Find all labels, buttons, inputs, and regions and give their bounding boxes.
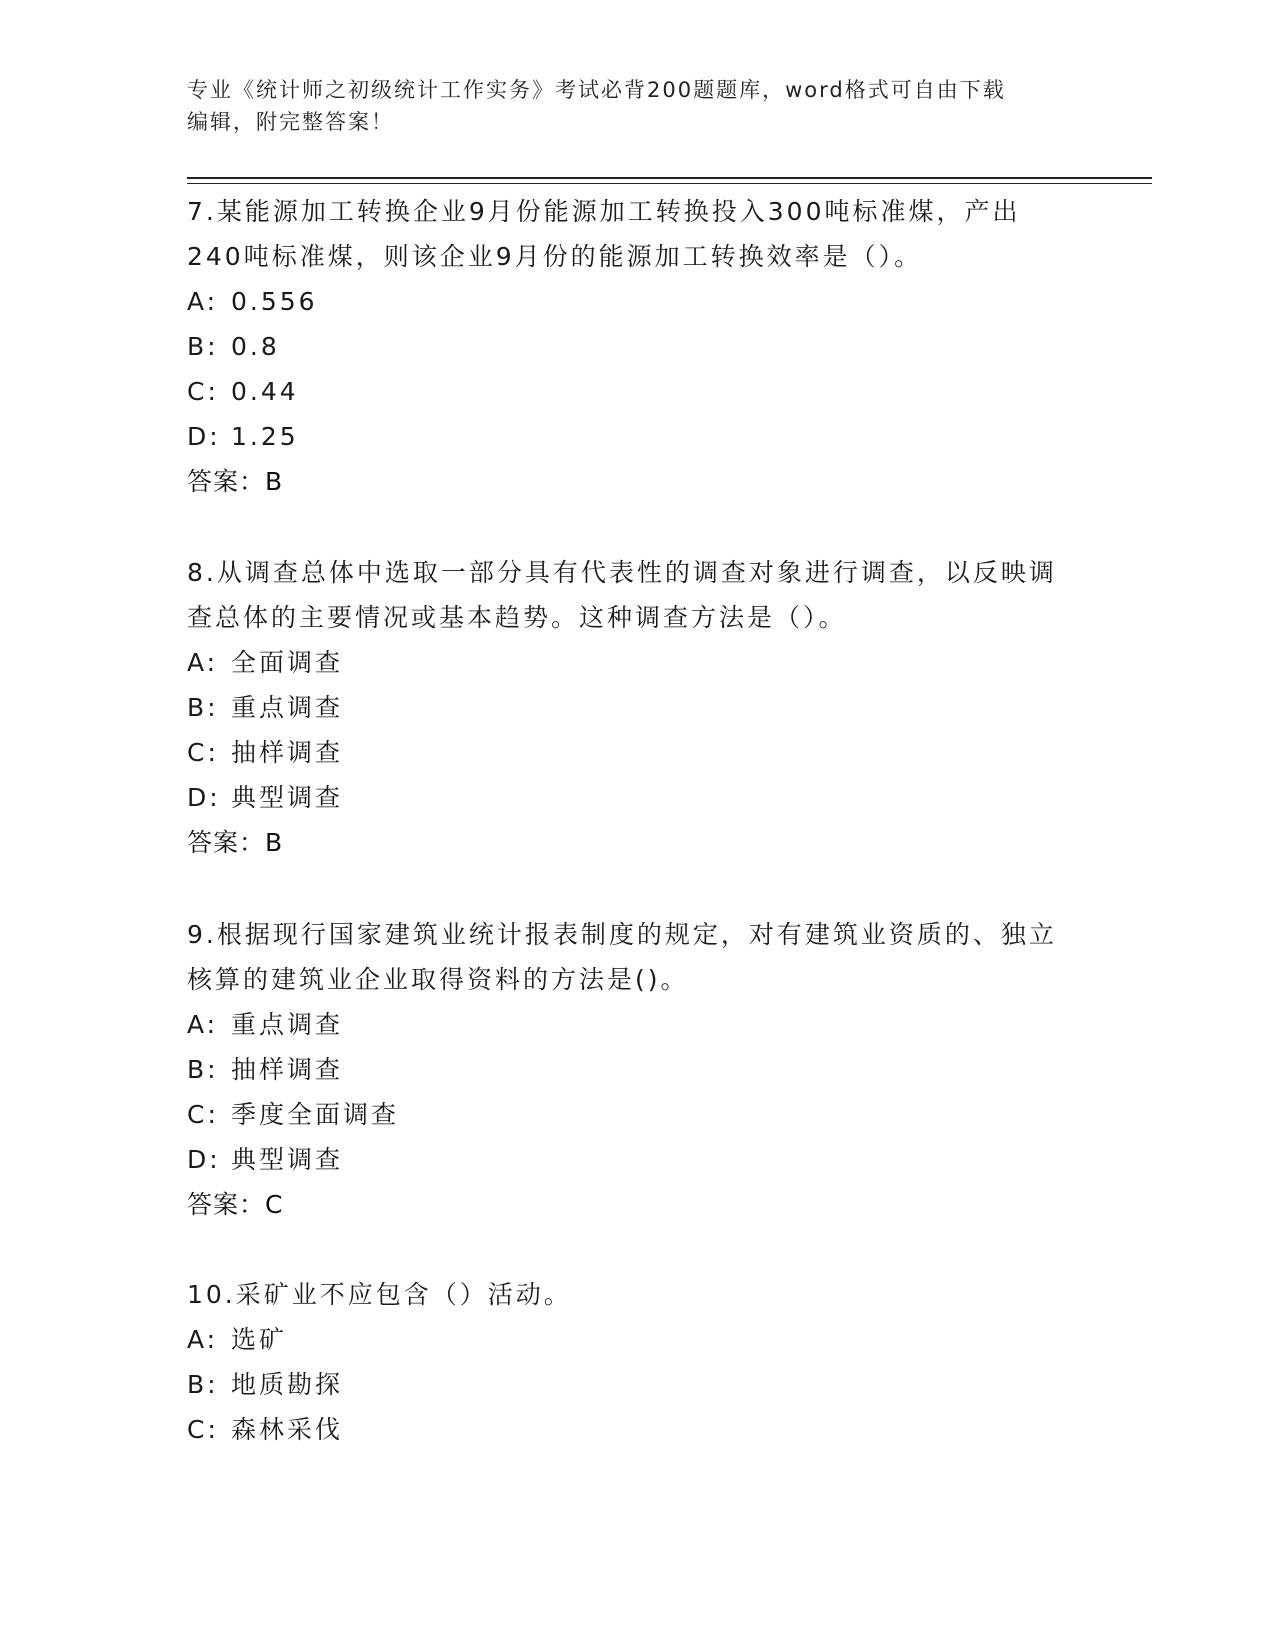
option-b [187, 324, 1067, 369]
document-header [187, 74, 1087, 138]
option-letter: C: [187, 738, 219, 767]
option-letter: C: [187, 377, 219, 406]
option-text: 森林采伐 [231, 1415, 344, 1444]
option-text: 重点调查 [231, 693, 344, 722]
option-text: 重点调查 [231, 1010, 344, 1039]
answer: 答案：C [187, 1190, 284, 1219]
option-letter: C: [187, 1415, 219, 1444]
question-text: 9.根据现行国家建筑业统计报表制度的规定，对有建筑业资质的、独立核算的建筑业企业取得资料的方法是()。 [187, 920, 1057, 994]
option-letter: B: [187, 332, 219, 361]
option-letter: A: [187, 287, 219, 316]
option-text: 全面调查 [231, 648, 344, 677]
option-letter: B: [187, 1055, 219, 1084]
answer: 答案：B [187, 467, 284, 496]
option-d [187, 1137, 1067, 1182]
option-c [187, 730, 1067, 775]
question-text: 10.采矿业不应包含（）活动。 [187, 1280, 572, 1309]
option-b [187, 685, 1067, 730]
option-letter: A: [187, 1325, 219, 1354]
option-a [187, 640, 1067, 685]
question-8 [187, 550, 1067, 865]
option-a [187, 279, 1067, 324]
option-text: 1.25 [231, 422, 299, 451]
option-text: 0.8 [231, 332, 280, 361]
option-text: 地质勘探 [231, 1370, 344, 1399]
option-text: 0.556 [231, 287, 318, 316]
option-c [187, 1407, 1067, 1452]
question-7 [187, 189, 1067, 504]
option-letter: D: [187, 783, 221, 812]
option-letter: C: [187, 1100, 219, 1129]
option-letter: B: [187, 1370, 219, 1399]
option-text: 选矿 [231, 1325, 288, 1354]
option-a [187, 1002, 1067, 1047]
question-text: 7.某能源加工转换企业9月份能源加工转换投入300吨标准煤，产出240吨标准煤，则该企业9月份的能源加工转换效率是（）。 [187, 197, 1021, 271]
option-letter: A: [187, 1010, 219, 1039]
option-text: 典型调查 [231, 1145, 344, 1174]
header-divider-thin [187, 183, 1152, 184]
option-d [187, 414, 1067, 459]
question-10 [187, 1272, 1067, 1452]
option-text: 抽样调查 [231, 738, 344, 767]
option-b [187, 1362, 1067, 1407]
option-letter: D: [187, 422, 221, 451]
option-letter: D: [187, 1145, 221, 1174]
option-letter: B: [187, 693, 219, 722]
option-d [187, 775, 1067, 820]
question-text: 8.从调查总体中选取一部分具有代表性的调查对象进行调查，以反映调查总体的主要情况或基本趋势。这种调查方法是（）。 [187, 558, 1057, 632]
option-text: 抽样调查 [231, 1055, 344, 1084]
header-line-2: 编辑，附完整答案！ [187, 110, 394, 134]
header-divider-thick [187, 177, 1152, 179]
option-text: 0.44 [231, 377, 299, 406]
option-letter: A: [187, 648, 219, 677]
option-text: 典型调查 [231, 783, 344, 812]
option-a [187, 1317, 1067, 1362]
option-c [187, 369, 1067, 414]
option-text: 季度全面调查 [231, 1100, 400, 1129]
header-line-1: 专业《统计师之初级统计工作实务》考试必背200题题库，word格式可自由下载 [187, 78, 1006, 102]
option-b [187, 1047, 1067, 1092]
answer: 答案：B [187, 828, 284, 857]
option-c [187, 1092, 1067, 1137]
question-9 [187, 912, 1067, 1227]
